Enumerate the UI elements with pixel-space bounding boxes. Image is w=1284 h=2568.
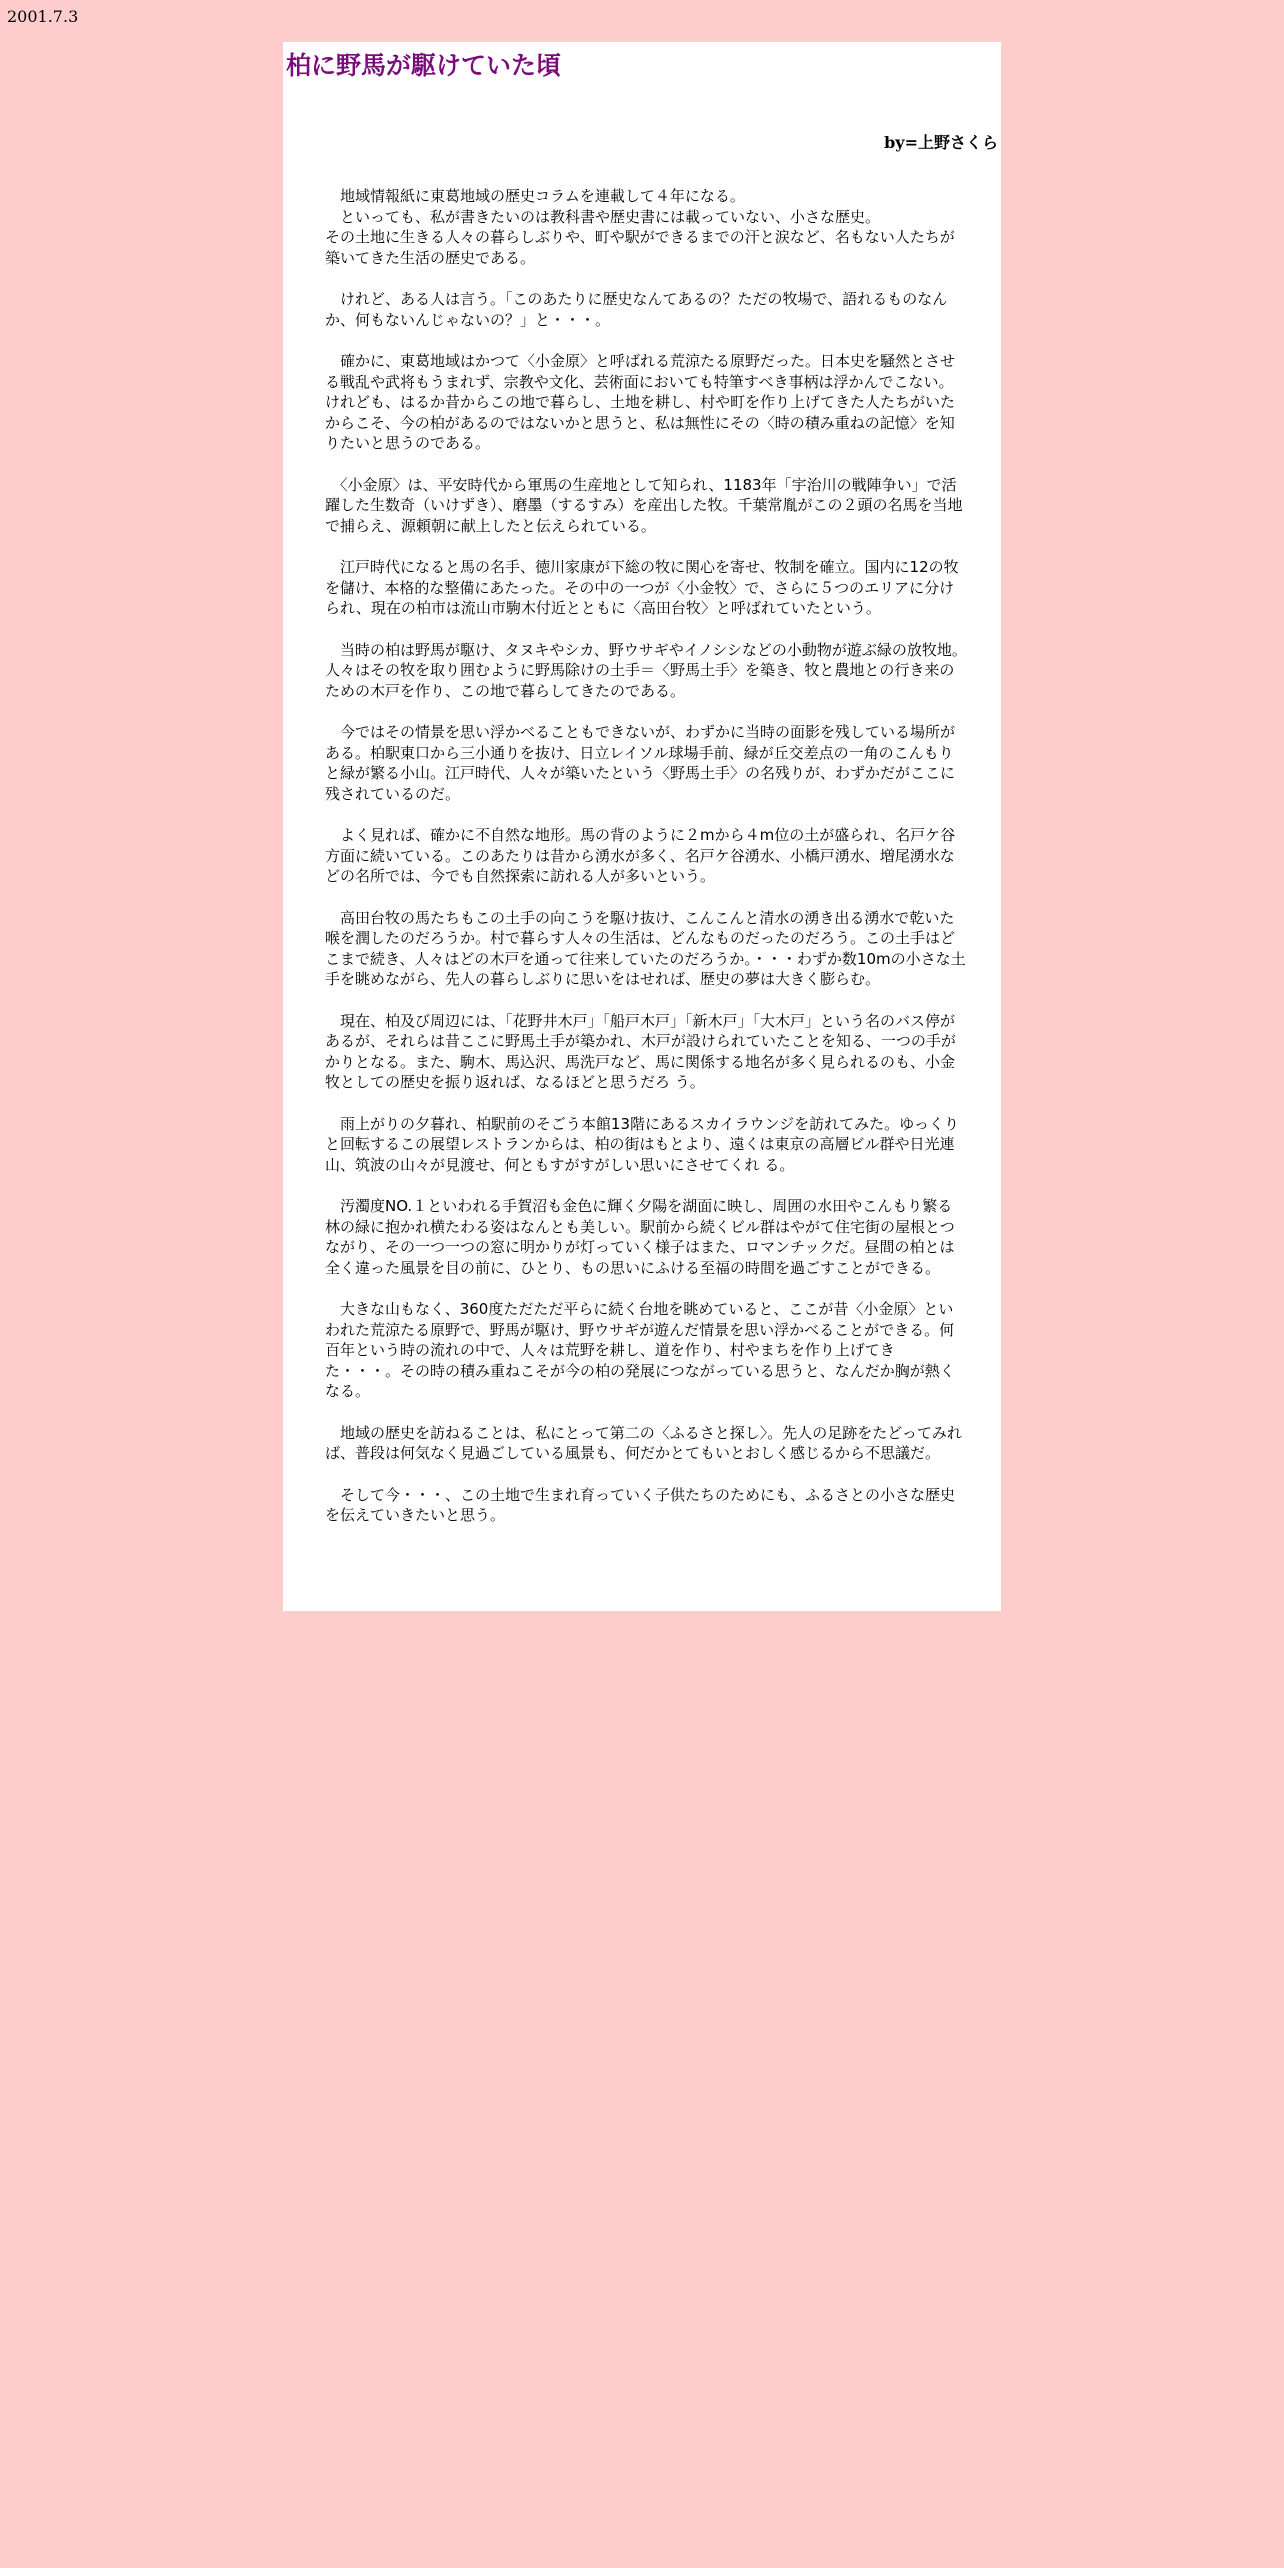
paragraph: 〈小金原〉は、平安時代から軍馬の生産地として知られ、1183年「宇治川の戦陣争い」で活躍した生数奇（いけずき）、磨墨（するすみ）を産出した牧。千葉常胤がこの２頭の名馬を当地で捕らえ、源頼朝に献上したと伝えられている。 xyxy=(325,475,963,535)
paragraph: 地域情報紙に東葛地域の歴史コラムを連載して４年になる。 といっても、私が書きたいのは教科書や歴史書には載っていない、小さな歴史。 その土地に生きる人々の暮らしぶりや、町や駅ができるまでの汗と涙など、名もない人たちが築いてきた生活の歴史である。 xyxy=(325,187,955,267)
paragraph: 現在、柏及び周辺には、「花野井木戸」「船戸木戸」「新木戸」「大木戸」という名のバス停があるが、それらは昔ここに野馬土手が築かれ、木戸が設けられていたことを知る、一つの手がかりとなる。また、駒木、馬込沢、馬洗戸など、馬に関係する地名が多く見られるのも、小金牧としての歴史を振り返れば、なるほどと思うだろ う。 xyxy=(325,1011,956,1091)
paragraph: 大きな山もなく、360度ただただ平らに続く台地を眺めていると、ここが昔〈小金原〉といわれた荒涼たる原野で、野馬が駆け、野ウサギが遊んだ情景を思い浮かべることができる。何百年という時の流れの中で、人々は荒野を耕し、道を作り、村やまちを作り上げてきた・・・。その時の積み重ねこそが今の柏の発展につながっている思うと、なんだか胸が熱くなる。 xyxy=(325,1300,955,1400)
article-body xyxy=(325,186,967,1547)
paragraph: 確かに、東葛地域はかつて〈小金原〉と呼ばれる荒涼たる原野だった。日本史を騒然とさせる戦乱や武将もうまれず、宗教や文化、芸術面においても特筆すべき事柄は浮かんでこない。けれども、はるか昔からこの地で暮らし、土地を耕し、村や町を作り上げてきた人たちがいたからこそ、今の柏があるのではないかと思うと、私は無性にその〈時の積み重ねの記憶〉を知りたいと思うのである。 xyxy=(325,352,956,452)
paragraph: そして今・・・、この土地で生まれ育っていく子供たちのためにも、ふるさとの小さな歴史を伝えていきたいと思う。 xyxy=(325,1485,956,1524)
paragraph: 雨上がりの夕暮れ、柏駅前のそごう本館13階にあるスカイラウンジを訪れてみた。ゆっくりと回転するこの展望レストランからは、柏の街はもとより、遠くは東京の高層ビル群や日光連山、筑波の山々が見渡せ、何ともすがすがしい思いにさせてくれ る。 xyxy=(325,1114,960,1174)
paragraph: 汚濁度NO.１といわれる手賀沼も金色に輝く夕陽を湖面に映し、周囲の水田やこんもり繁る林の緑に抱かれ横たわる姿はなんとも美しい。駅前から続くビル群はやがて住宅街の屋根とつながり、その一つ一つの窓に明かりが灯っていく様子はまた、ロマンチックだ。昼間の柏とは全く違った風景を目の前に、ひとり、もの思いにふける至福の時間を過ごすことができる。 xyxy=(325,1197,955,1277)
paragraph: 高田台牧の馬たちもこの土手の向こうを駆け抜け、こんこんと清水の湧き出る湧水で乾いた喉を潤したのだろうか。村で暮らす人々の生活は、どんなものだったのだろう。この土手はどこまで続き、人々はどの木戸を通って往来していたのだろうか。・・・わずか数10mの小さな土手を眺めながら、先人の暮らしぶりに思いをはせれば、歴史の夢は大きく膨らむ。 xyxy=(325,908,966,988)
author-byline: by=上野さくら xyxy=(884,133,998,152)
article-title: 柏に野馬が駆けていた頃 xyxy=(286,51,562,80)
paragraph: 地域の歴史を訪ねることは、私にとって第二の〈ふるさと探し〉。先人の足跡をたどってみれば、普段は何気なく見過ごしている風景も、何だかとてもいとおしく感じるから不思議だ。 xyxy=(325,1423,962,1462)
date-stamp: 2001.7.3 xyxy=(7,7,79,26)
paragraph: 当時の柏は野馬が駆け、タヌキやシカ、野ウサギやイノシシなどの小動物が遊ぶ緑の放牧地。人々はその牧を取り囲むように野馬除けの土手＝〈野馬土手〉を築き、牧と農地との行き来のための木戸を作り、この地で暮らしてきたのである。 xyxy=(325,640,967,700)
paragraph: けれど、ある人は言う。「このあたりに歴史なんてあるの？ただの牧場で、語れるものなんか、何もないんじゃないの？」と・・・。 xyxy=(325,290,948,329)
paragraph: 江戸時代になると馬の名手、徳川家康が下総の牧に関心を寄せ、牧制を確立。国内に12の牧を儲け、本格的な整備にあたった。その中の一つが〈小金牧〉で、さらに５つのエリアに分けられ、現在の柏市は流山市駒木付近とともに〈高田台牧〉と呼ばれていたという。 xyxy=(325,558,959,617)
paragraph: 今ではその情景を思い浮かべることもできないが、わずかに当時の面影を残している場所がある。柏駅東口から三小通りを抜け、日立レイソル球場手前、緑が丘交差点の一角のこんもりと緑が繁る小山。江戸時代、人々が築いたという〈野馬土手〉の名残りが、わずかだがここに残されているのだ。 xyxy=(325,723,956,803)
article-panel xyxy=(283,42,1001,1611)
paragraph: よく見れば、確かに不自然な地形。馬の背のように２mから４m位の土が盛られ、名戸ケ谷方面に続いている。このあたりは昔から湧水が多く、名戸ケ谷湧水、小橋戸湧水、増尾湧水などの名所では、今でも自然探索に訪れる人が多いという。 xyxy=(325,826,956,885)
